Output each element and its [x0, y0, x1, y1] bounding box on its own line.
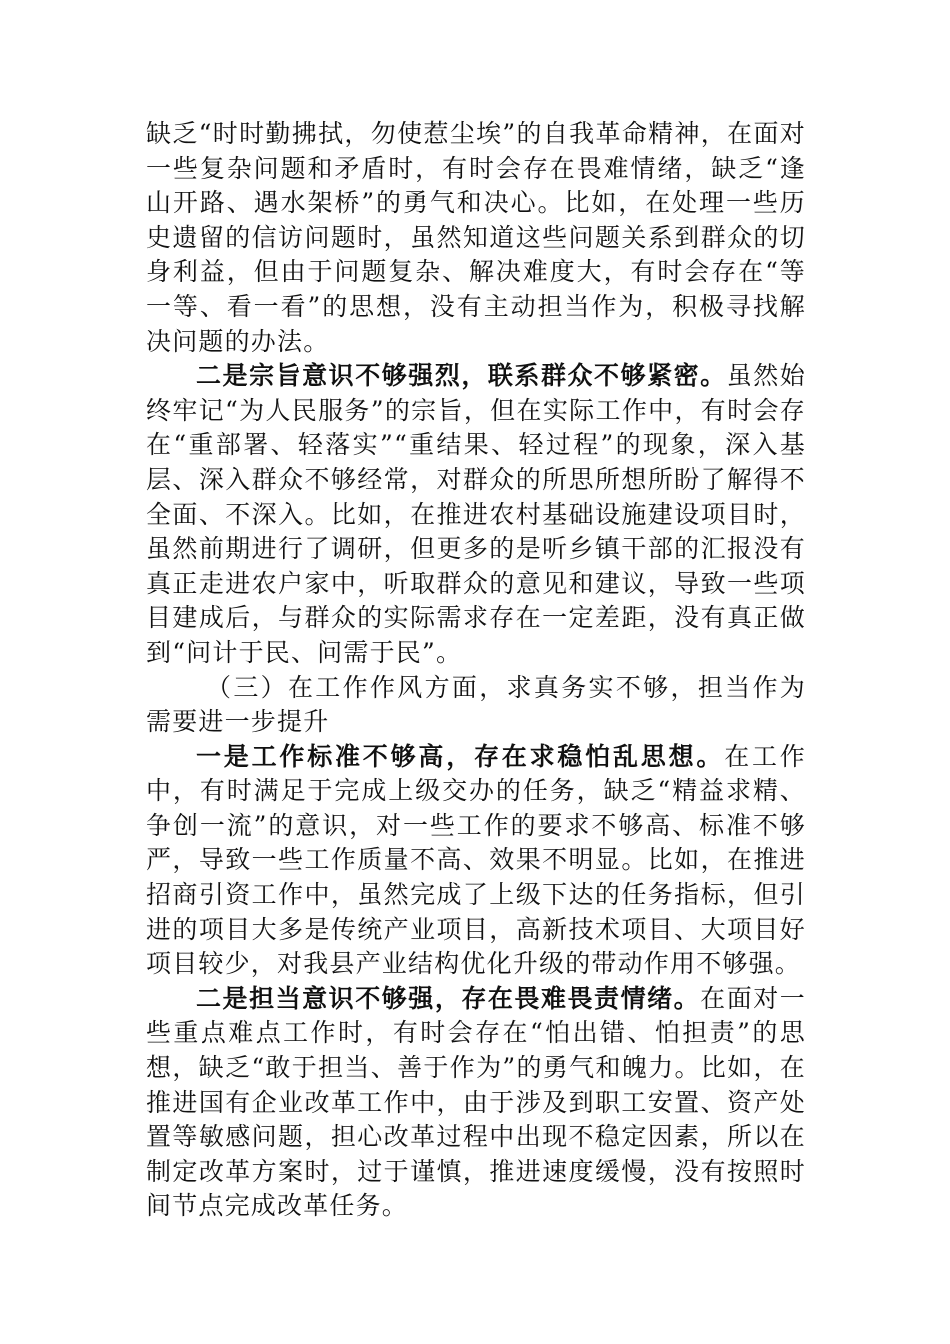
- paragraph-work-standard: [146, 740, 806, 982]
- paragraph-lead-bold: 一是工作标准不够高，存在求稳怕乱思想。: [196, 741, 725, 771]
- paragraph-responsibility: [146, 982, 806, 1224]
- paragraph-continuation: 缺乏“时时勤拂拭，勿使惹尘埃”的自我革命精神，在面对一些复杂问题和矛盾时，有时会存在畏难情绪，缺乏“逢山开路、遇水架桥”的勇气和决心。比如，在处理一些历史遗留的信访问题时，虽然知道这些问题关系到群众的切身利益，但由于问题复杂、解决难度大，有时会存在“等一等、看一看”的思想，没有主动担当作为，积极寻找解决问题的办法。: [146, 119, 806, 356]
- document-body: [146, 117, 806, 1224]
- section-heading-work-style: （三）在工作作风方面，求真务实不够，担当作为需要进一步提升: [146, 672, 806, 737]
- paragraph-lead-bold: 二是宗旨意识不够强烈，联系群众不够紧密。: [196, 361, 727, 391]
- paragraph-text: 在工作中，有时满足于完成上级交办的任务，缺乏“精益求精、争创一流”的意识，对一些工作的要求不够高、标准不够严，导致一些工作质量不高、效果不明显。比如，在推进招商引资工作中，虽然完成了上级下达的任务指标，但引进的项目大多是传统产业项目，高新技术项目、大项目好项目较少，对我县产业结构优化升级的带动作用不够强。: [146, 741, 806, 979]
- paragraph-text: 虽然始终牢记“为人民服务”的宗旨，但在实际工作中，有时会存在“重部署、轻落实”“重结果、轻过程”的现象，深入基层、深入群众不够经常，对群众的所思所想所盼了解得不全面、不深入。比如，在推进农村基础设施建设项目时，虽然前期进行了调研，但更多的是听乡镇干部的汇报没有真正走进农户家中，听取群众的意见和建议，导致一些项目建成后，与群众的实际需求存在一定差距，没有真正做到“问计于民、问需于民”。: [146, 361, 806, 667]
- paragraph-text: 在面对一些重点难点工作时，有时会存在“怕出错、怕担责”的思想，缺乏“敢于担当、善于作为”的勇气和魄力。比如，在推进国有企业改革工作中，由于涉及到职工安置、资产处置等敏感问题，担心改革过程中出现不稳定因素，所以在制定改革方案时，过于谨慎，推进速度缓慢，没有按照时间节点完成改革任务。: [146, 983, 806, 1221]
- paragraph-purpose-awareness: [146, 359, 806, 670]
- paragraph-lead-bold: 二是担当意识不够强，存在畏难畏责情绪。: [196, 983, 701, 1013]
